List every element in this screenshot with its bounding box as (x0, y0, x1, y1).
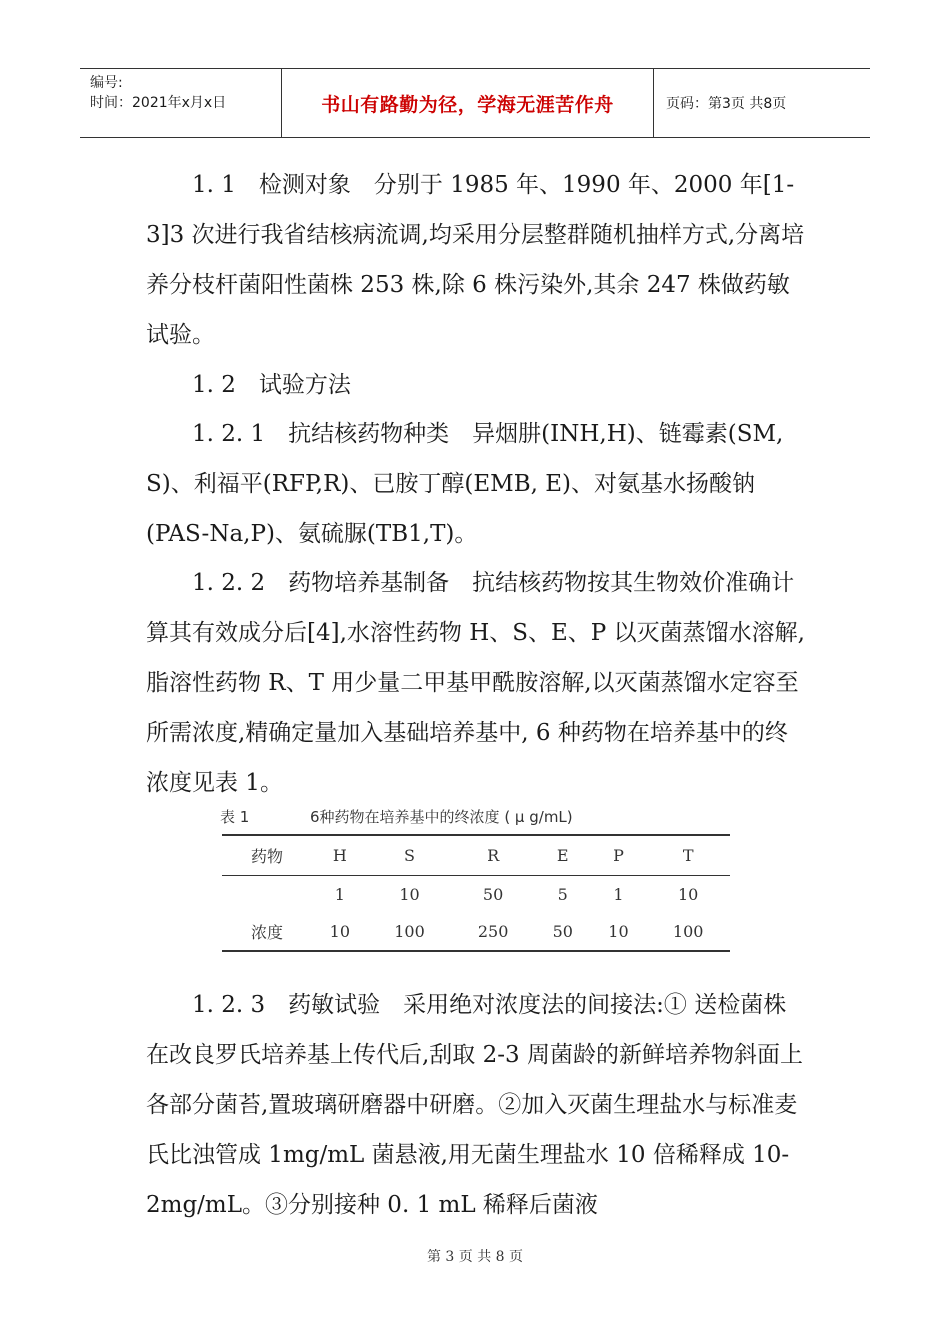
table-caption (220, 806, 730, 827)
table-cell: 50 (552, 922, 573, 941)
table-cell: 5 (557, 884, 568, 904)
table-cell: 1 (334, 884, 345, 904)
page-footer: 第 3 页 共 8 页 (426, 1249, 524, 1265)
table-cell: 100 (672, 922, 704, 941)
table-cell: 10 (399, 884, 420, 904)
table-header-cell: H (332, 845, 347, 865)
header-motto: 书山有路勤为径，学海无涯苦作舟 (282, 69, 654, 137)
table-header-cell: T (682, 845, 694, 865)
table-title: 6种药物在培养基中的终浓度 ( μ g/mL) (310, 808, 573, 826)
table-cell: 10 (329, 922, 351, 941)
table-cell: 1 (613, 884, 624, 904)
paragraph-detection-object: 1. 1 检测对象 分别于 1985 年、1990 年、2000 年[1-3]3 次进行我省结核病流调,均采用分层整群随机抽样方式,分离培养分枝杆菌阳性菌株 253 株,除 6 株污染外,其余 247 株做药敏试验。 (146, 172, 805, 348)
concentration-table (222, 834, 730, 952)
table-cell (222, 875, 312, 913)
table-cell: 10 (677, 884, 699, 904)
page-header (80, 68, 870, 138)
table-header-cell: E (556, 845, 569, 865)
table-cell: 10 (608, 922, 629, 941)
table-number: 表 1 (220, 808, 250, 826)
header-meta (80, 69, 282, 137)
table-header-cell: S (404, 845, 415, 865)
table-cell: 浓度 (250, 923, 283, 942)
table-header-cell: P (613, 845, 624, 865)
paragraph-test-method: 1. 2 试验方法 (192, 372, 351, 398)
header-page-label: 页码：第3页 共8页 (666, 96, 787, 112)
table-cell: 100 (394, 922, 425, 941)
paragraph-susceptibility-test: 1. 2. 3 药敏试验 采用绝对浓度法的间接法:① 送检菌株在改良罗氏培养基上传代后,刮取 2-3 周菌龄的新鲜培养物斜面上各部分菌苔,置玻璃研磨器中研磨。②加入灭菌生理盐水与标准麦氏比浊管成 1mg/mL 菌悬液,用无菌生理盐水 10 倍稀释成 10-2mg/mL。③分别接种 0. 1 mL 稀释后菌液 (146, 992, 803, 1218)
table-cell: 50 (482, 884, 504, 904)
paragraph-medium-prep: 1. 2. 2 药物培养基制备 抗结核药物按其生物效价准确计算其有效成分后[4],水溶性药物 H、S、E、P 以灭菌蒸馏水溶解,脂溶性药物 R、T 用少量二甲基甲酰胺溶解,以灭菌蒸馏水定容至所需浓度,精确定量加入基础培养基中, 6 种药物在培养基中的终浓度见表 1。 (146, 570, 805, 796)
table-cell: 250 (477, 922, 509, 941)
time-label: 时间：2021年x月x日 (90, 95, 227, 111)
serial-label: 编号: (90, 75, 123, 91)
table-header-row (222, 835, 730, 875)
paragraph-drug-types: 1. 2. 1 抗结核药物种类 异烟肼(INH,H)、链霉素(SM, S)、利福平(RFP,R)、已胺丁醇(EMB, E)、对氨基水扬酸钠(PAS-Na,P)、氨硫脲(TB1,T)。 (146, 421, 784, 547)
table-row (222, 875, 730, 913)
table-header-cell: R (487, 845, 500, 865)
table-header-cell: 药物 (250, 846, 283, 866)
table-row (222, 913, 730, 951)
